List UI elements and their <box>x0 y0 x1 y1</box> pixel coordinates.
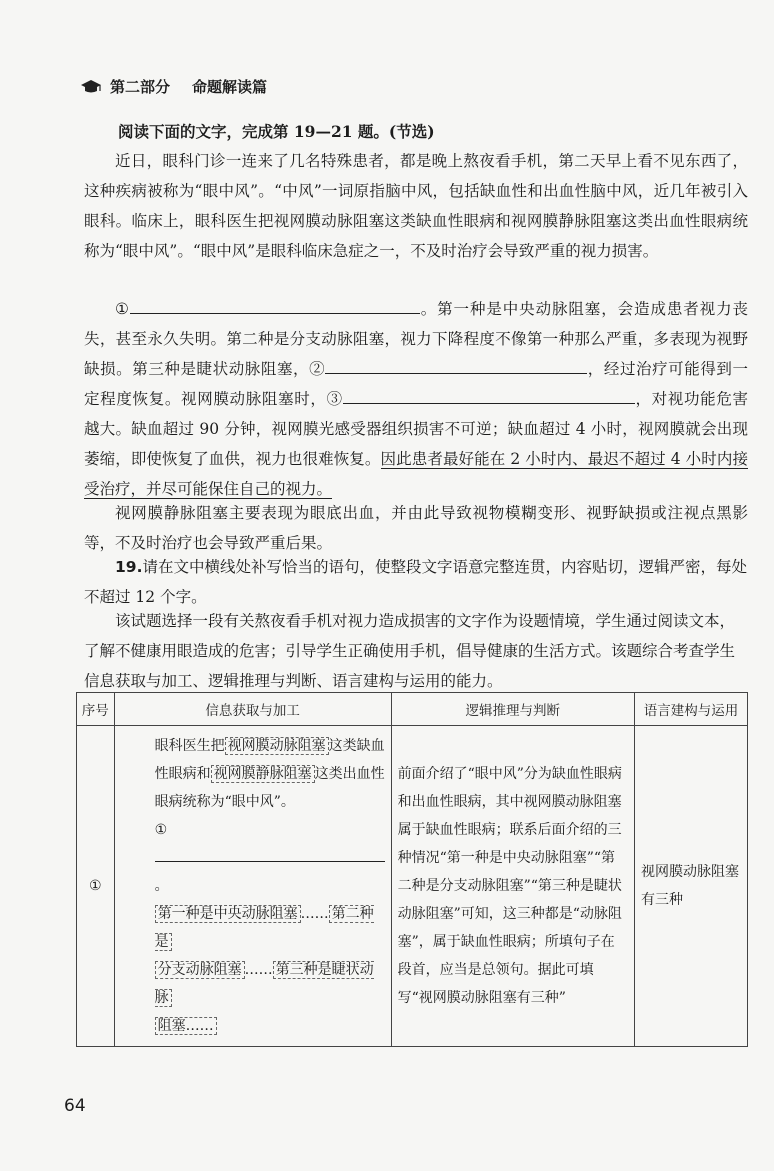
info-text: 这类缺血性眼病和 <box>154 738 385 782</box>
boxed-term: 视网膜动脉阻塞 <box>225 737 329 755</box>
section-title: 命题解读篇 <box>192 78 268 96</box>
blank-marker-1: ① <box>115 300 130 318</box>
table-row <box>77 726 748 1047</box>
passage-paragraph-3 <box>84 498 748 558</box>
info-text: …… <box>244 962 273 978</box>
page-number: 64 <box>64 1096 86 1116</box>
paragraph-text: 。第一种是中央动脉阻塞，会造成患者视力丧失，甚至永久失明。第二种是分支动脉阻塞，视力下降程度不像第一种那么严重，多表现为视野缺损。第三种是睫状动脉阻塞， <box>84 300 748 378</box>
question-number: 19. <box>115 558 143 576</box>
question-text: 请在文中横线处补写恰当的语句，使整段文字语意完整连贯，内容贴切，逻辑严密，每处不超过 12 个字。 <box>84 558 747 606</box>
paragraph-text: 近日，眼科门诊一连来了几名特殊患者，都是晚上熬夜看手机，第二天早上看不见东西了，这种疾病被称为“眼中风”。“中风”一词原指脑中风，包括缺血性和出血性脑中风，近几年被引入眼科。临床上，眼科医生把视网膜动脉阻塞这类缺血性眼病和视网膜静脉阻塞这类出血性眼病统称为“眼中风”。“眼中风”是眼科临床急症之一，不及时治疗会导致严重的视力损害。 <box>84 152 748 260</box>
passage-paragraph-1 <box>84 146 748 266</box>
header-cell: 信息获取与加工 <box>114 693 391 726</box>
language-cell: 视网膜动脉阻塞有三种 <box>635 726 748 1047</box>
fill-blank-1 <box>130 295 420 314</box>
info-text: 这类出血性眼病统称为“眼中风”。 <box>154 766 385 810</box>
graduation-cap-icon <box>80 79 102 95</box>
boxed-term: 第三种是睫状动脉 <box>154 962 374 1006</box>
paragraph-text: ，经过治疗可能得到一定程度恢复。视网膜动脉阻塞时， <box>84 360 748 408</box>
question-19 <box>84 552 748 612</box>
page-header <box>80 76 267 97</box>
header-cell: 语言建构与运用 <box>635 693 748 726</box>
boxed-term: 视网膜静脉阻塞 <box>211 765 315 783</box>
info-text: 眼科医生把 <box>154 738 225 754</box>
passage-paragraph-2 <box>84 294 748 504</box>
info-cell <box>114 726 391 1047</box>
fill-blank-2 <box>325 355 587 374</box>
table-header-row <box>77 693 748 726</box>
info-text: …… <box>300 906 329 922</box>
analysis-text: 该试题选择一段有关熬夜看手机对视力造成损害的文字作为设题情境，学生通过阅读文本，了解不健康用眼造成的危害；引导学生正确使用手机，倡导健康的生活方式。该题综合考查学生信息获取与加工、逻辑推理与判断、语言建构与运用的能力。 <box>84 612 736 690</box>
boxed-term: 分支动脉阻塞 <box>155 961 245 979</box>
blank-marker: ① <box>154 822 168 838</box>
paragraph-text: 视网膜静脉阻塞主要表现为眼底出血，并由此导致视物模糊变形、视野缺损或注视点黑影等，不及时治疗也会导致严重后果。 <box>84 504 748 552</box>
fill-blank-3 <box>343 385 635 404</box>
header-cell: 逻辑推理与判断 <box>391 693 634 726</box>
row-number: ① <box>77 726 115 1047</box>
info-text: 。 <box>154 878 169 894</box>
analysis-table <box>76 692 748 1047</box>
header-cell: 序号 <box>77 693 115 726</box>
part-title: 第二部分 <box>110 78 171 96</box>
logic-cell: 前面介绍了“眼中风”分为缺血性眼病和出血性眼病，其中视网膜动脉阻塞属于缺血性眼病；联系后面介绍的三种情况“第一种是中央动脉阻塞”“第二种是分支动脉阻塞”“第三种是睫状动脉阻塞”可知，这三种都是“动脉阻塞”，属于缺血性眼病；所填句子在段首，应当是总领句。据此可填写“视网膜动脉阻塞有三种” <box>391 726 634 1047</box>
analysis-paragraph <box>84 606 748 696</box>
boxed-term: 第二种是 <box>154 906 374 950</box>
boxed-term: 第一种是中央动脉阻塞 <box>155 905 301 923</box>
blank-marker-2: ② <box>309 360 326 378</box>
fill-blank <box>155 845 385 862</box>
underlined-sentence: 因此患者最好能在 2 小时内、最迟不超过 4 小时内接受治疗，并尽可能保住自己的视力。 <box>84 450 748 498</box>
paragraph-text: ，对视功能危害越大。缺血超过 90 分钟，视网膜光感受器组织损害不可逆；缺血超过 4 小时，视网膜就会出现萎缩，即使恢复了血供，视力也很难恢复。 <box>84 390 748 468</box>
reading-instruction: 阅读下面的文字，完成第 19—21 题。(节选) <box>118 122 435 141</box>
boxed-term: 阻塞…… <box>155 1017 217 1035</box>
blank-marker-3: ③ <box>326 390 343 408</box>
